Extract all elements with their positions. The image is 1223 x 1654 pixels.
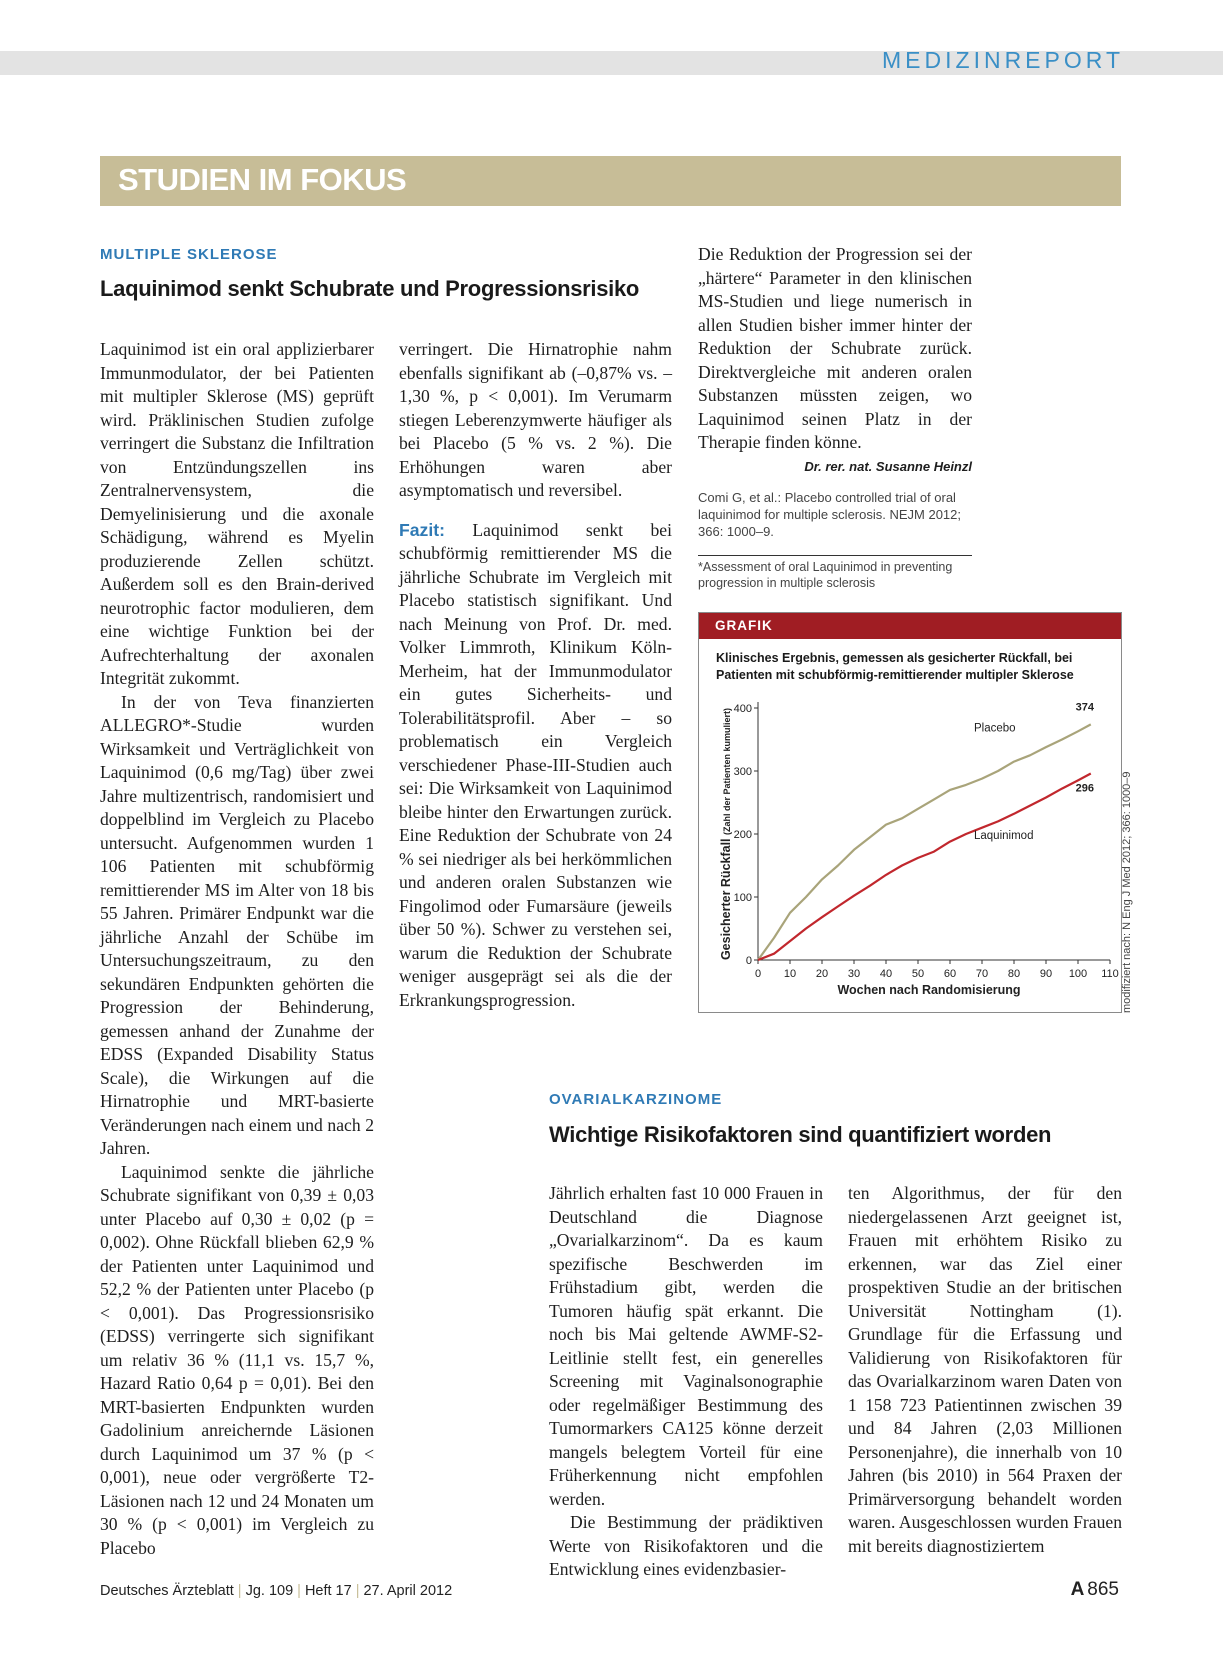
y-tick-label: 0 bbox=[745, 955, 752, 967]
section-label: MEDIZINREPORT bbox=[882, 47, 1124, 73]
x-tick-label: 80 bbox=[1007, 968, 1021, 980]
x-tick-label: 40 bbox=[879, 968, 893, 980]
article1-column-3 bbox=[698, 243, 972, 478]
article2-column-2 bbox=[848, 1182, 1122, 1558]
x-tick-label: 110 bbox=[1101, 968, 1119, 980]
paragraph-text: Die Reduktion der Progression sei der „härtere“ Parameter in den klinischen MS-Studien und liege numerisch in allen Studien bisher immer hinter der Reduktion der Schubrate zurück. Direktvergleiche mit anderen oralen Substanzen müssten zeigen, wo Laquinimod seinen Platz in der Therapie finden könne. bbox=[698, 244, 972, 452]
x-tick-label: 90 bbox=[1039, 968, 1053, 980]
article2-column-1 bbox=[549, 1182, 823, 1582]
article2-kicker: OVARIALKARZINOME bbox=[549, 1091, 723, 1108]
y-axis-label-main: Gesicherter Rückfall bbox=[719, 834, 733, 961]
footnote: *Assessment of oral Laquinimod in preventing progression in multiple sclerosis bbox=[698, 560, 953, 590]
article2-headline: Wichtige Risikofaktoren sind quantifiziert worden bbox=[549, 1122, 1052, 1147]
series-end-label-placebo: 374 bbox=[1075, 701, 1094, 714]
article1-kicker: MULTIPLE SKLEROSE bbox=[100, 246, 278, 263]
paragraph: Jährlich erhalten fast 10 000 Frauen in Deutschland die Diagnose „Ovarialkarzinom“. Da es kaum spezifische Beschwerden im Frühstadium gibt, werden die Tumoren häufig spät erkannt. Die noch bis Mai geltende AWMF-S2-Leitlinie stellt fest, ein generelles Screening mit Vaginalsonographie oder regelmäßiger Bestimmung des Tumormarkers CA125 könne derzeit mangels belegtem Vorteil für eine Früherkennung nicht empfohlen werden. bbox=[549, 1183, 823, 1509]
series-label-placebo: Placebo bbox=[974, 722, 1016, 735]
x-tick-label: 20 bbox=[815, 968, 829, 980]
footer-separator: | bbox=[355, 1583, 360, 1599]
journal-date: 27. April 2012 bbox=[363, 1583, 453, 1599]
x-tick-label: 70 bbox=[975, 968, 989, 980]
journal-issue: Heft 17 bbox=[304, 1583, 352, 1599]
paragraph: Laquinimod senkte die jährliche Schubrate signifikant von 0,39 ± 0,03 unter Placebo auf 0,30 ± 0,02 (p = 0,002). Ohne Rückfall blieben 62,9 % der Patienten unter Laquinimod und 52,2 % der Patienten unter Placebo (p < 0,001). Das Progressionsrisiko (EDSS) verringerte sich signifikant um relativ 36 % (11,1 vs. 15,7 %, Hazard Ratio 0,64 p = 0,01). Bei den MRT-basierten Endpunkten wurden Gadolinium anreichernde Läsionen durch Laquinimod um 37 % (p < 0,001), neue oder vergrößerte T2-Läsionen nach 12 und 24 Monaten um 30 % (p < 0,001) im Vergleich zu Placebo bbox=[100, 1161, 374, 1558]
figure-label: GRAFIK bbox=[715, 618, 773, 633]
author: Dr. rer. nat. Susanne Heinzl bbox=[804, 458, 972, 474]
paragraph: verringert. Die Hirnatrophie nahm ebenfalls signifikant ab (–0,87% vs. –1,30 %, p < 0,001). Im Verumarm stiegen Leberenzymwerte häufiger als bei Placebo (5 % vs. 2 %). Die Erhöhungen waren aber asymptomatisch und reversibel. bbox=[399, 339, 672, 500]
y-axis-label-sub: (Zahl der Patienten kumuliert) bbox=[722, 707, 732, 835]
article1-column-1 bbox=[100, 338, 374, 1560]
article1-headline: Laquinimod senkt Schubrate und Progressionsrisiko bbox=[100, 276, 640, 301]
page-number-value: 865 bbox=[1087, 1579, 1119, 1600]
fazit-label: Fazit: bbox=[399, 519, 445, 540]
paragraph: Laquinimod ist ein oral applizierbarer Immunmodulator, der bei Patienten mit multipler Sklerose (MS) geprüft wird. Präklinischen Studien zufolge verringert die Substanz die Infiltration von Entzündungszellen ins Zentralnervensystem, die Demyelinisierung und die axonale Schädigung, während es Myelin produzierende Zellen schützt. Außerdem soll es den Brain-derived neurotrophic factor modulieren, dem eine wichtige Funktion bei der Aufrechterhaltung der axonalen Integrität zukommt. bbox=[100, 339, 374, 688]
page-number bbox=[1071, 1579, 1119, 1601]
series-end-label-laquinimod: 296 bbox=[1075, 782, 1094, 795]
y-tick-label: 200 bbox=[733, 829, 752, 841]
footnote-rule bbox=[698, 555, 972, 556]
y-axis-label bbox=[719, 708, 733, 960]
page-prefix: A bbox=[1070, 1579, 1085, 1600]
citation: Comi G, et al.: Placebo controlled trial of oral laquinimod for multiple sclerosis. NEJM 2012; 366: 1000–9. bbox=[698, 490, 961, 539]
series-line-placebo bbox=[758, 724, 1091, 960]
page-footer bbox=[100, 1583, 452, 1599]
figure-credit: modifiziert nach: N Eng J Med 2012; 366: 1000–9 bbox=[1121, 771, 1133, 1013]
x-tick-label: 50 bbox=[911, 968, 925, 980]
line-chart bbox=[700, 690, 1120, 1008]
paragraph: ten Algorithmus, der für den niedergelassenen Arzt geeignet ist, Frauen mit erhöhtem Risiko zu erkennen, war das Ziel einer prospektiven Studie an der britischen Universität Nottingham (1). Grundlage für die Erfassung und Validierung von Risikofaktoren für das Ovarialkarzinom waren Daten von 1 158 723 Patientinnen zwischen 39 und 84 Jahren (2,03 Millionen Personenjahre), die innerhalb von 10 Jahren (bis 2010) in 564 Praxen der Primärversorgung behandelt worden waren. Ausgeschlossen wurden Frauen mit bereits diagnostiziertem bbox=[848, 1183, 1122, 1556]
journal-name: Deutsches Ärzteblatt bbox=[100, 1583, 234, 1599]
chart-title: Klinisches Ergebnis, gemessen als gesicherter Rückfall, bei Patienten mit schubförmig-remittierender multipler Sklerose bbox=[716, 651, 1074, 682]
series-label-laquinimod: Laquinimod bbox=[974, 829, 1034, 842]
paragraph: Die Bestimmung der prädiktiven Werte von Risikofaktoren und die Entwicklung eines evidenzbasier- bbox=[549, 1512, 823, 1579]
x-tick-label: 100 bbox=[1068, 968, 1088, 980]
fazit-text: Laquinimod senkt bei schubförmig remittierender MS die jährliche Schubrate im Vergleich mit Placebo statistisch signifikant. Und nach Meinung von Prof. Dr. med. Volker Limmroth, Klinikum Köln-Merheim, hat der Immunmodulator ein gutes Sicherheits- und Tolerabilitätsprofil. Aber – so problematisch ein Vergleich verschiedener Phase-III-Studien auch sei: Die Wirksamkeit von Laquinimod bleibe hinter den Erwartungen zurück. Eine Reduktion der Schubrate von 24 % sei niedriger als bei herkömmlichen und anderen oralen Substanzen wie Fingolimod oder Fumarsäure (jeweils über 50 %). Schwer zu verstehen sei, warum die Reduktion der Schubrate weniger ausgeprägt sei als die der Erkrankungsprogression. bbox=[399, 519, 672, 1010]
x-tick-label: 0 bbox=[754, 968, 762, 980]
footer-separator: | bbox=[237, 1583, 242, 1599]
x-tick-label: 10 bbox=[783, 968, 797, 980]
footer-separator: | bbox=[297, 1583, 301, 1599]
y-tick-label: 400 bbox=[733, 703, 752, 715]
series-line-laquinimod bbox=[758, 774, 1091, 961]
paragraph: In der von Teva finanzierten ALLEGRO*-Studie wurden Wirksamkeit und Verträglichkeit von Laquinimod (0,6 mg/Tag) über zwei Jahre multizentrisch, randomisiert und doppelblind im Vergleich zu Placebo untersucht. Aufgenommen wurden 1 106 Patienten mit schubförmig remittierender MS im Alter von 18 bis 55 Jahren. Primärer Endpunkt war die jährliche Anzahl der Schübe im Untersuchungszeitraum, zu den sekundären Endpunkten gehörten die Progression der Behinderung, gemessen anhand der Zunahme der EDSS (Expanded Disability Status Scale), die Wirkungen auf die Hirnatrophie und MRT-basierte Veränderungen nach einem und nach 2 Jahren. bbox=[100, 691, 374, 1158]
paragraph bbox=[698, 243, 972, 474]
hero-title: STUDIEN IM FOKUS bbox=[118, 162, 407, 197]
x-axis-label: Wochen nach Randomisierung bbox=[837, 983, 1021, 997]
y-tick-label: 300 bbox=[733, 766, 752, 778]
journal-volume: Jg. 109 bbox=[245, 1583, 294, 1599]
fazit-paragraph bbox=[399, 519, 672, 1013]
article1-column-2 bbox=[399, 338, 672, 1012]
x-tick-label: 30 bbox=[847, 968, 861, 980]
x-tick-label: 60 bbox=[943, 968, 957, 980]
y-tick-label: 100 bbox=[733, 892, 752, 904]
